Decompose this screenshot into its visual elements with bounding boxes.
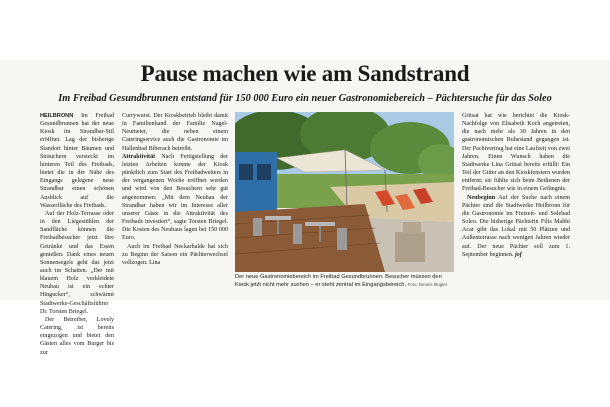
article-photo — [235, 112, 454, 272]
article-column-4 — [462, 112, 570, 259]
dateline: HEILBRONN — [40, 113, 74, 119]
column-2-paragraph-3: Auch im Freibad Neckarhalde hat sich zu Beginn der Saison ein Pächterwechsel vollzogen. Lina — [122, 243, 228, 266]
column-2-paragraph-2: Attraktivität Nach Fertigstellung der letzten Arbeiten konnte der Kiosk pünktlich zum Start des Freibadwetters in der vergangenen Woche eröffnet werden und wird von den Besuchern sehr gut angenommen. „Mit dem Neubau der Strandbar haben wir im Interesse aller unserer Gäste in die Attraktivität des Freibads investiert“, sagte Torsten Briegel. Die Kosten des Neubaus lagen bei 150 000 Euro. — [122, 153, 228, 242]
article-headline: Pause machen wie am Sandstrand — [140, 61, 470, 86]
column-1-paragraph-2: Auf der Holz-Terrasse oder in den Liegestühlen der Sandfläche können die Freibadbesucher jetzt ihre Getränke und das Essen genießen. Dank eines neuen Sonnensegels geht das jetzt auch im Schatten. „Der mit blauem Holz verkleidete Neubau ist ein echter Hingucker“, schwärmt Stadtwerke-Geschäftsführer Dr. Torsten Briegel. — [40, 210, 114, 315]
column-1-paragraph-3: Der Betreiber, Lovely Catering, ist bereits eingezogen und bietet den Gästen alles vom Burger bis zur — [40, 316, 114, 356]
author-signature: jof — [514, 251, 522, 258]
column-4-paragraph-2: Neubeginn Auf der Suche nach einem Pächter sind die Stadtwerke Heilbronn für die Gastronomie im Freizeit- und Solebad Soleo. Die bisherige Pächterin Filis Mahhi Acar gibt das Lokal mit 50 Plätzen und Außenterrasse nach wenigen Jahren wieder auf. Der neue Pächter soll zum 1. September beginnen. jof — [462, 194, 570, 258]
photo-caption: Der neue Gastronomiebereich im Freibad Gesundbrunnen. Besucher müssen den Kiosk jetzt nicht mehr suchen – er steht zentral im Eingangsbereich. Foto: Dennis Mugler — [235, 274, 448, 289]
column-4-paragraph-1: Gritsai hat wie berichtet die Kiosk-Nachfolge von Elisabeth Koch angetreten, die nach mehr als 30 Jahren in den gastronomischen Ruhestand gegangen ist. Der Pachtvertrag hat eine Laufzeit von zwei Jahren. Einen Wunsch haben die Stadtwerke Lina Gritsai bereits erfüllt: Ein Teil der Gitter an den Kioskfenstern wurden entfernt; sie fühlte sich beim Bedienen der Freibad-Besucher wie in einem Gefängnis. — [462, 113, 570, 193]
subheading-attraktivitaet: Attraktivität — [122, 153, 156, 160]
article-subheadline: Im Freibad Gesundbrunnen entstand für 150 000 Euro ein neuer Gastronomiebereich – Pächtersuche für das Soleo — [58, 93, 552, 104]
column-2-paragraph-1: Currywurst. Der Kioskbetrieb bleibt damit in Familienhand der Familie Nagel-Neumeier, die neben einem Cateringservice auch die Gastronomie im Hallenbad Biberach betreibt. — [122, 113, 228, 152]
article-column-2 — [122, 112, 228, 267]
column-1-paragraph-1: HEILBRONN Im Freibad Gesundbrunnen hat der neue Kiosk im Strandbar-Stil eröffnet. Lag der bisherige Standort hinter Bäumen und Sträuchern versteckt im hinteren Teil des Freibads, bietet die in der Nähe des Eingangs gelegene neue Strandbar einen schönen Ausblick auf die Wasserfläche des Freibads. — [40, 113, 114, 209]
subheading-neubeginn: Neubeginn — [467, 194, 496, 201]
photo-credit: Foto: Dennis Mugler — [407, 282, 448, 288]
strandbar-photo-illustration — [235, 112, 454, 272]
article-column-1 — [40, 112, 114, 357]
